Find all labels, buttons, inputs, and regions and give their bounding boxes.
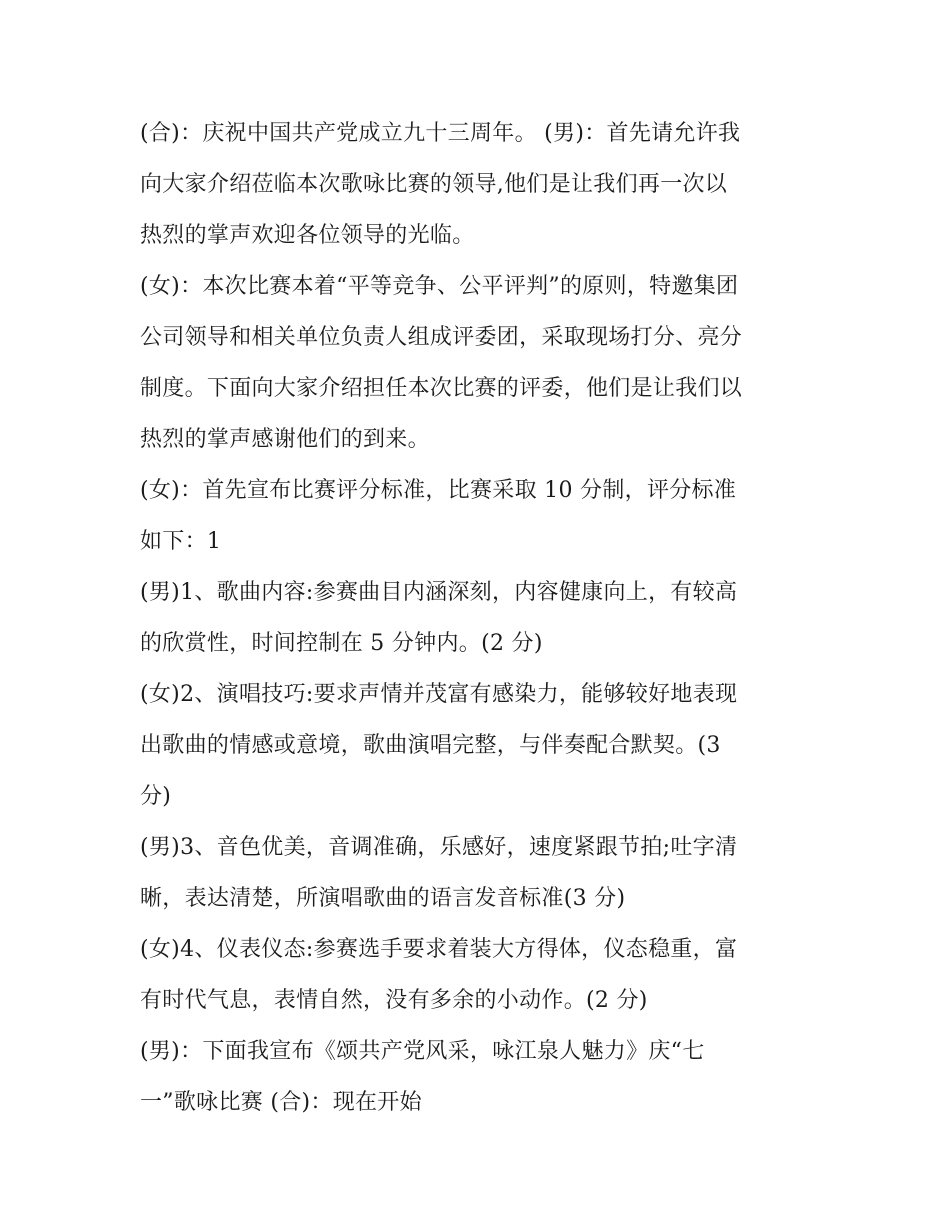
text-line-17: (女)4、仪表仪态:参赛选手要求着装大方得体，仪态稳重，富 [140, 937, 738, 962]
text-line-6: 制度。下面向大家介绍担任本次比赛的评委，他们是让我们以 [140, 376, 743, 401]
text-line-15: (男)3、音色优美，音调准确，乐感好，速度紧跟节拍;吐字清 [140, 835, 738, 860]
text-line-5: 公司领导和相关单位负责人组成评委团，采取现场打分、亮分 [140, 325, 743, 350]
text-line-13: 出歌曲的情感或意境，歌曲演唱完整，与伴奏配合默契。(3 [140, 733, 721, 758]
text-line-10: (男)1、歌曲内容:参赛曲目内涵深刻，内容健康向上，有较高 [140, 580, 738, 605]
text-line-14: 分) [140, 784, 172, 809]
text-line-12: (女)2、演唱技巧:要求声情并茂富有感染力，能够较好地表现 [140, 682, 738, 707]
text-line-4: (女)：本次比赛本着“平等竞争、公平评判”的原则，特邀集团 [140, 274, 739, 299]
text-line-9: 如下：1 [140, 529, 222, 554]
text-line-20: 一”歌咏比赛 (合)：现在开始 [140, 1090, 422, 1115]
text-line-8: (女)：首先宣布比赛评分标准，比赛采取 10 分制，评分标准 [140, 478, 737, 503]
text-line-1: (合)：庆祝中国共产党成立九十三周年。 (男)：首先请允许我 [140, 121, 741, 146]
text-line-3: 热烈的掌声欢迎各位领导的光临。 [140, 223, 475, 248]
document-body [140, 108, 820, 1128]
text-line-16: 晰，表达清楚，所演唱歌曲的语言发音标准(3 分) [140, 886, 626, 911]
text-line-19: (男)：下面我宣布《颂共产党风采，咏江泉人魅力》庆“七 [140, 1039, 705, 1064]
text-line-11: 的欣赏性，时间控制在 5 分钟内。(2 分) [140, 631, 543, 656]
text-line-7: 热烈的掌声感谢他们的到来。 [140, 427, 430, 452]
text-line-18: 有时代气息，表情自然，没有多余的小动作。(2 分) [140, 988, 648, 1013]
text-line-2: 向大家介绍莅临本次歌咏比赛的领导,他们是让我们再一次以 [140, 172, 728, 197]
